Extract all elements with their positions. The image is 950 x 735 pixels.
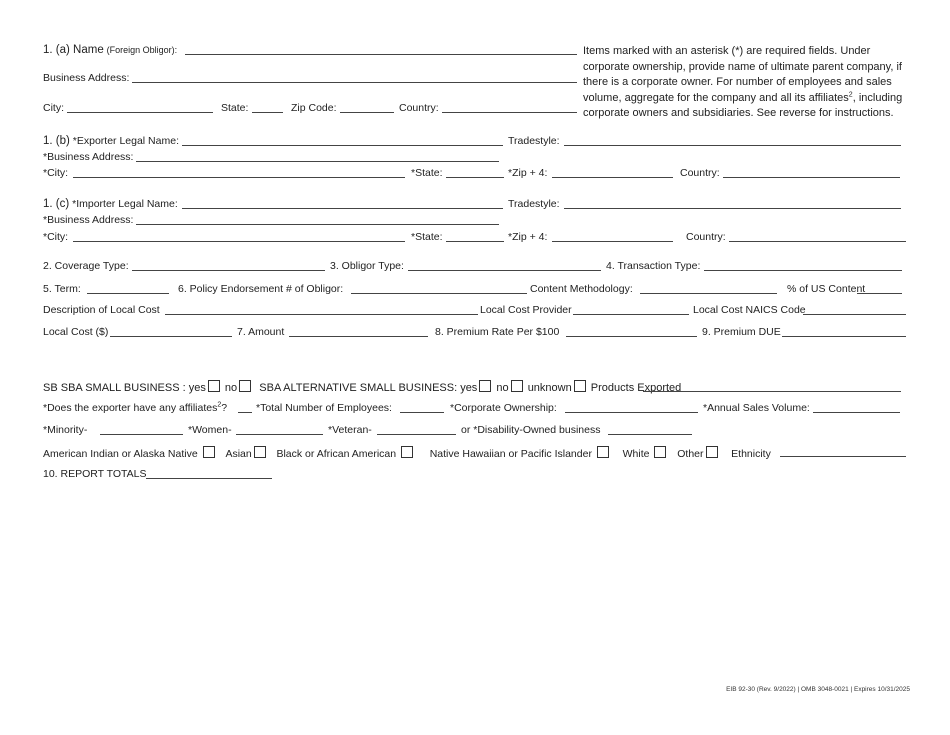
- premium-rate-label: 8. Premium Rate Per $100: [435, 326, 560, 338]
- sec1a-zip-label: Zip Code:: [291, 102, 337, 114]
- sec1b-address-label: *Business Address:: [43, 151, 134, 163]
- women-label: *Women-: [188, 424, 232, 436]
- products-label: Products Exported: [590, 382, 682, 394]
- ownership-field[interactable]: [565, 412, 698, 413]
- exporter-state-field[interactable]: [446, 177, 504, 178]
- sec1b-label: 1. (b): [43, 135, 70, 147]
- endorsement-label: 6. Policy Endorsement # of Obligor:: [178, 283, 344, 295]
- affiliates-text: *Does the exporter have any affiliates: [43, 402, 218, 414]
- ethnicity-label: Ethnicity: [731, 448, 771, 460]
- employees-field[interactable]: [400, 412, 444, 413]
- exporter-name-field[interactable]: [182, 145, 503, 146]
- sec1c-name-row: [43, 198, 178, 211]
- sec1c-zip-label: *Zip + 4:: [508, 231, 548, 243]
- obligor-name-field[interactable]: [185, 54, 577, 55]
- sec1c-label: 1. (c): [43, 198, 70, 210]
- importer-state-field[interactable]: [446, 241, 504, 242]
- other-checkbox[interactable]: [706, 446, 718, 458]
- veteran-label: *Veteran-: [328, 424, 372, 436]
- report-totals-label: 10. REPORT TOTALS: [43, 468, 147, 480]
- obligor-zip-field[interactable]: [340, 112, 394, 113]
- exporter-country-field[interactable]: [723, 177, 900, 178]
- premium-rate-field[interactable]: [566, 336, 697, 337]
- sec1a-label: 1. (a) Name: [43, 44, 104, 56]
- local-provider-label: Local Cost Provider: [480, 304, 572, 316]
- premium-due-label: 9. Premium DUE: [702, 326, 781, 338]
- american-indian-label: American Indian or Alaska Native: [43, 448, 198, 460]
- ethnicity-field[interactable]: [780, 456, 906, 457]
- local-cost-label: Local Cost ($): [43, 326, 109, 338]
- ethnicity-row: [43, 446, 771, 461]
- sb-label: SB SBA SMALL BUSINESS : yes: [43, 382, 206, 394]
- alt-yes-checkbox[interactable]: [479, 380, 491, 392]
- small-business-row: [43, 380, 681, 395]
- local-cost-field[interactable]: [110, 336, 232, 337]
- alt-label: SBA ALTERNATIVE SMALL BUSINESS: yes: [259, 382, 478, 394]
- us-content-label: % of US Content: [787, 283, 866, 295]
- unknown-label: unknown: [527, 382, 572, 394]
- affiliates-question: [43, 402, 227, 415]
- note-text: Items marked with an asterisk (*) are required fields. Under corporate ownership, provide name of ultimate parent company, if there is a corporate owner. For number of employees and sales volume, aggregate for the company and all its affiliates: [583, 45, 902, 104]
- report-totals-field[interactable]: [146, 478, 272, 479]
- instructions-note: [583, 44, 913, 122]
- form-footer: EIB 92-30 (Rev. 9/2022) | OMB 3048-0021 | Expires 10/31/2025: [726, 686, 910, 693]
- american-indian-checkbox[interactable]: [203, 446, 215, 458]
- sb-no-checkbox[interactable]: [239, 380, 251, 392]
- importer-country-field[interactable]: [729, 241, 906, 242]
- sec1b-zip-label: *Zip + 4:: [508, 167, 548, 179]
- transaction-field[interactable]: [704, 270, 902, 271]
- amount-label: 7. Amount: [237, 326, 285, 338]
- veteran-field[interactable]: [377, 434, 456, 435]
- note-text-2: , including corporate owners and subsidiaries. See reverse for instructions.: [583, 91, 903, 119]
- ownership-label: *Corporate Ownership:: [450, 402, 557, 414]
- importer-zip-field[interactable]: [552, 241, 673, 242]
- affiliates-q-end: ?: [221, 402, 228, 414]
- obligor-type-field[interactable]: [408, 270, 601, 271]
- affiliates-field[interactable]: [238, 412, 252, 413]
- obligor-state-field[interactable]: [252, 112, 283, 113]
- disability-label: or *Disability-Owned business: [461, 424, 601, 436]
- obligor-type-label: 3. Obligor Type:: [330, 260, 404, 272]
- sec1a-state-label: State:: [221, 102, 249, 114]
- sec1a-country-label: Country:: [399, 102, 439, 114]
- sec1b-name-row: [43, 135, 179, 148]
- sb-no-label: no: [224, 382, 238, 394]
- naics-label: Local Cost NAICS Code: [693, 304, 806, 316]
- hawaiian-checkbox[interactable]: [597, 446, 609, 458]
- transaction-label: 4. Transaction Type:: [606, 260, 701, 272]
- amount-field[interactable]: [289, 336, 428, 337]
- minority-label: *Minority-: [43, 424, 88, 436]
- us-content-field[interactable]: [857, 293, 902, 294]
- exporter-tradestyle-field[interactable]: [564, 145, 901, 146]
- sec1b-country-label: Country:: [680, 167, 720, 179]
- women-field[interactable]: [236, 434, 323, 435]
- hawaiian-label: Native Hawaiian or Pacific Islander: [429, 448, 592, 460]
- importer-address-field[interactable]: [136, 224, 499, 225]
- premium-due-field[interactable]: [782, 336, 906, 337]
- naics-field[interactable]: [803, 314, 906, 315]
- black-checkbox[interactable]: [401, 446, 413, 458]
- sec1c-name-label: *Importer Legal Name:: [72, 198, 178, 210]
- sec1b-name-label: *Exporter Legal Name:: [72, 135, 179, 147]
- alt-no-checkbox[interactable]: [511, 380, 523, 392]
- endorsement-field[interactable]: [351, 293, 527, 294]
- local-provider-field[interactable]: [573, 314, 689, 315]
- note-sup: 2: [848, 90, 853, 98]
- sales-field[interactable]: [813, 412, 900, 413]
- sec1c-city-label: *City:: [43, 231, 69, 243]
- local-desc-label: Description of Local Cost: [43, 304, 160, 316]
- white-label: White: [622, 448, 650, 460]
- exporter-address-field[interactable]: [136, 161, 499, 162]
- alt-no-label: no: [496, 382, 509, 394]
- sec1a-sublabel: (Foreign Obligor):: [106, 45, 178, 55]
- white-checkbox[interactable]: [654, 446, 666, 458]
- sec1b-city-label: *City:: [43, 167, 69, 179]
- importer-name-field[interactable]: [182, 208, 503, 209]
- sec1a-row: [43, 44, 177, 57]
- sec1c-address-label: *Business Address:: [43, 214, 134, 226]
- sec1a-address-label: Business Address:: [43, 72, 130, 84]
- black-label: Black or African American: [276, 448, 397, 460]
- coverage-label: 2. Coverage Type:: [43, 260, 129, 272]
- obligor-country-field[interactable]: [442, 112, 577, 113]
- local-desc-field[interactable]: [165, 314, 478, 315]
- employees-label: *Total Number of Employees:: [256, 402, 392, 414]
- content-method-label: Content Methodology:: [530, 283, 633, 295]
- other-label: Other: [677, 448, 704, 460]
- asian-label: Asian: [225, 448, 252, 460]
- coverage-field[interactable]: [132, 270, 325, 271]
- disability-field[interactable]: [608, 434, 692, 435]
- sec1b-state-label: *State:: [411, 167, 443, 179]
- obligor-city-field[interactable]: [67, 112, 213, 113]
- sec1c-state-label: *State:: [411, 231, 443, 243]
- unknown-checkbox[interactable]: [574, 380, 586, 392]
- sec1c-country-label: Country:: [686, 231, 726, 243]
- importer-city-field[interactable]: [73, 241, 405, 242]
- sec1a-city-label: City:: [43, 102, 64, 114]
- term-field[interactable]: [87, 293, 169, 294]
- term-label: 5. Term:: [43, 283, 81, 295]
- asian-checkbox[interactable]: [254, 446, 266, 458]
- products-field[interactable]: [643, 391, 901, 392]
- exporter-zip-field[interactable]: [552, 177, 673, 178]
- minority-field[interactable]: [100, 434, 183, 435]
- sec1c-tradestyle-label: Tradestyle:: [508, 198, 560, 210]
- sec1b-tradestyle-label: Tradestyle:: [508, 135, 560, 147]
- sales-label: *Annual Sales Volume:: [703, 402, 810, 414]
- obligor-address-field[interactable]: [132, 82, 577, 83]
- sb-yes-checkbox[interactable]: [208, 380, 220, 392]
- content-method-field[interactable]: [640, 293, 777, 294]
- importer-tradestyle-field[interactable]: [564, 208, 901, 209]
- affiliates-sup: 2: [217, 401, 222, 409]
- exporter-city-field[interactable]: [73, 177, 405, 178]
